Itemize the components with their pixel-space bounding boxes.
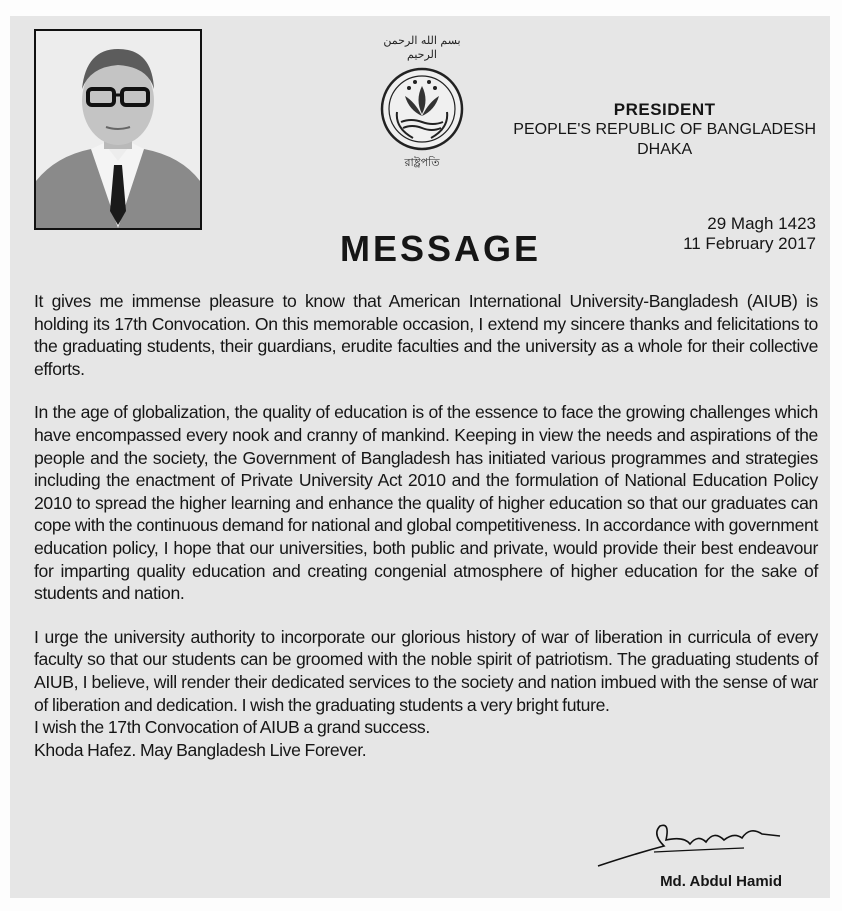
- bangla-date: 29 Magh 1423: [707, 214, 816, 233]
- office-address: [513, 100, 816, 160]
- paragraph-1: It gives me immense pleasure to know that American International University-Bangladesh (AIUB) is holding its 17th Convocation. On this memorable occasion, I extend my sincere thanks and felicitations to the graduating students, their guardians, erudite faculties and the university as a whole for their collective efforts.: [34, 291, 818, 379]
- president-photo: [34, 29, 202, 230]
- message-page: [10, 16, 830, 898]
- gregorian-date: 11 February 2017: [683, 234, 816, 253]
- signer-name: Md. Abdul Hamid: [660, 873, 782, 890]
- portrait-illustration: [36, 31, 200, 228]
- message-date: [683, 214, 816, 254]
- emblem-caption: রাষ্ট্রপতি: [404, 156, 440, 169]
- closing-line: Khoda Hafez. May Bangladesh Live Forever.: [34, 739, 367, 760]
- bismillah-calligraphy: بسم الله الرحمن الرحيم: [383, 34, 461, 61]
- wish-line: I wish the 17th Convocation of AIUB a grand success.: [34, 717, 430, 738]
- office-city: DHAKA: [637, 141, 693, 158]
- paragraph-2: In the age of globalization, the quality of education is of the essence to face the growing challenges which have encompassed every nook and cranny of mankind. Keeping in view the needs and aspirations of the people and the society, the Government of Bangladesh has initiated various programmes and strategies including the enactment of Private University Act 2010 and the formulation of National Education Policy 2010 to spread the higher learning and enhance the quality of higher education so that our graduates can cope with the continuous demand for national and global competitiveness. In accordance with government education policy, I hope that our universities, both public and private, would provide their best endeavour for imparting quality education and creating congenial atmosphere of higher education for the sake of students and nation.: [34, 402, 818, 604]
- office-title: PRESIDENT: [613, 100, 716, 119]
- presidential-emblem-block: [372, 34, 472, 174]
- handwritten-signature: [594, 816, 794, 876]
- message-body: [34, 290, 818, 761]
- page-title: MESSAGE: [340, 228, 542, 269]
- office-country: PEOPLE'S REPUBLIC OF BANGLADESH: [513, 121, 816, 138]
- national-emblem-icon: [379, 66, 465, 152]
- paragraph-3: I urge the university authority to incorporate our glorious history of war of liberation in curricula of every faculty so that our students can be groomed with the noble spirit of patriotism. The graduating students of AIUB, I believe, will render their dedicated services to the society and nation imbued with the sense of war of liberation and dedication. I wish the graduating students a very bright future.: [34, 626, 818, 715]
